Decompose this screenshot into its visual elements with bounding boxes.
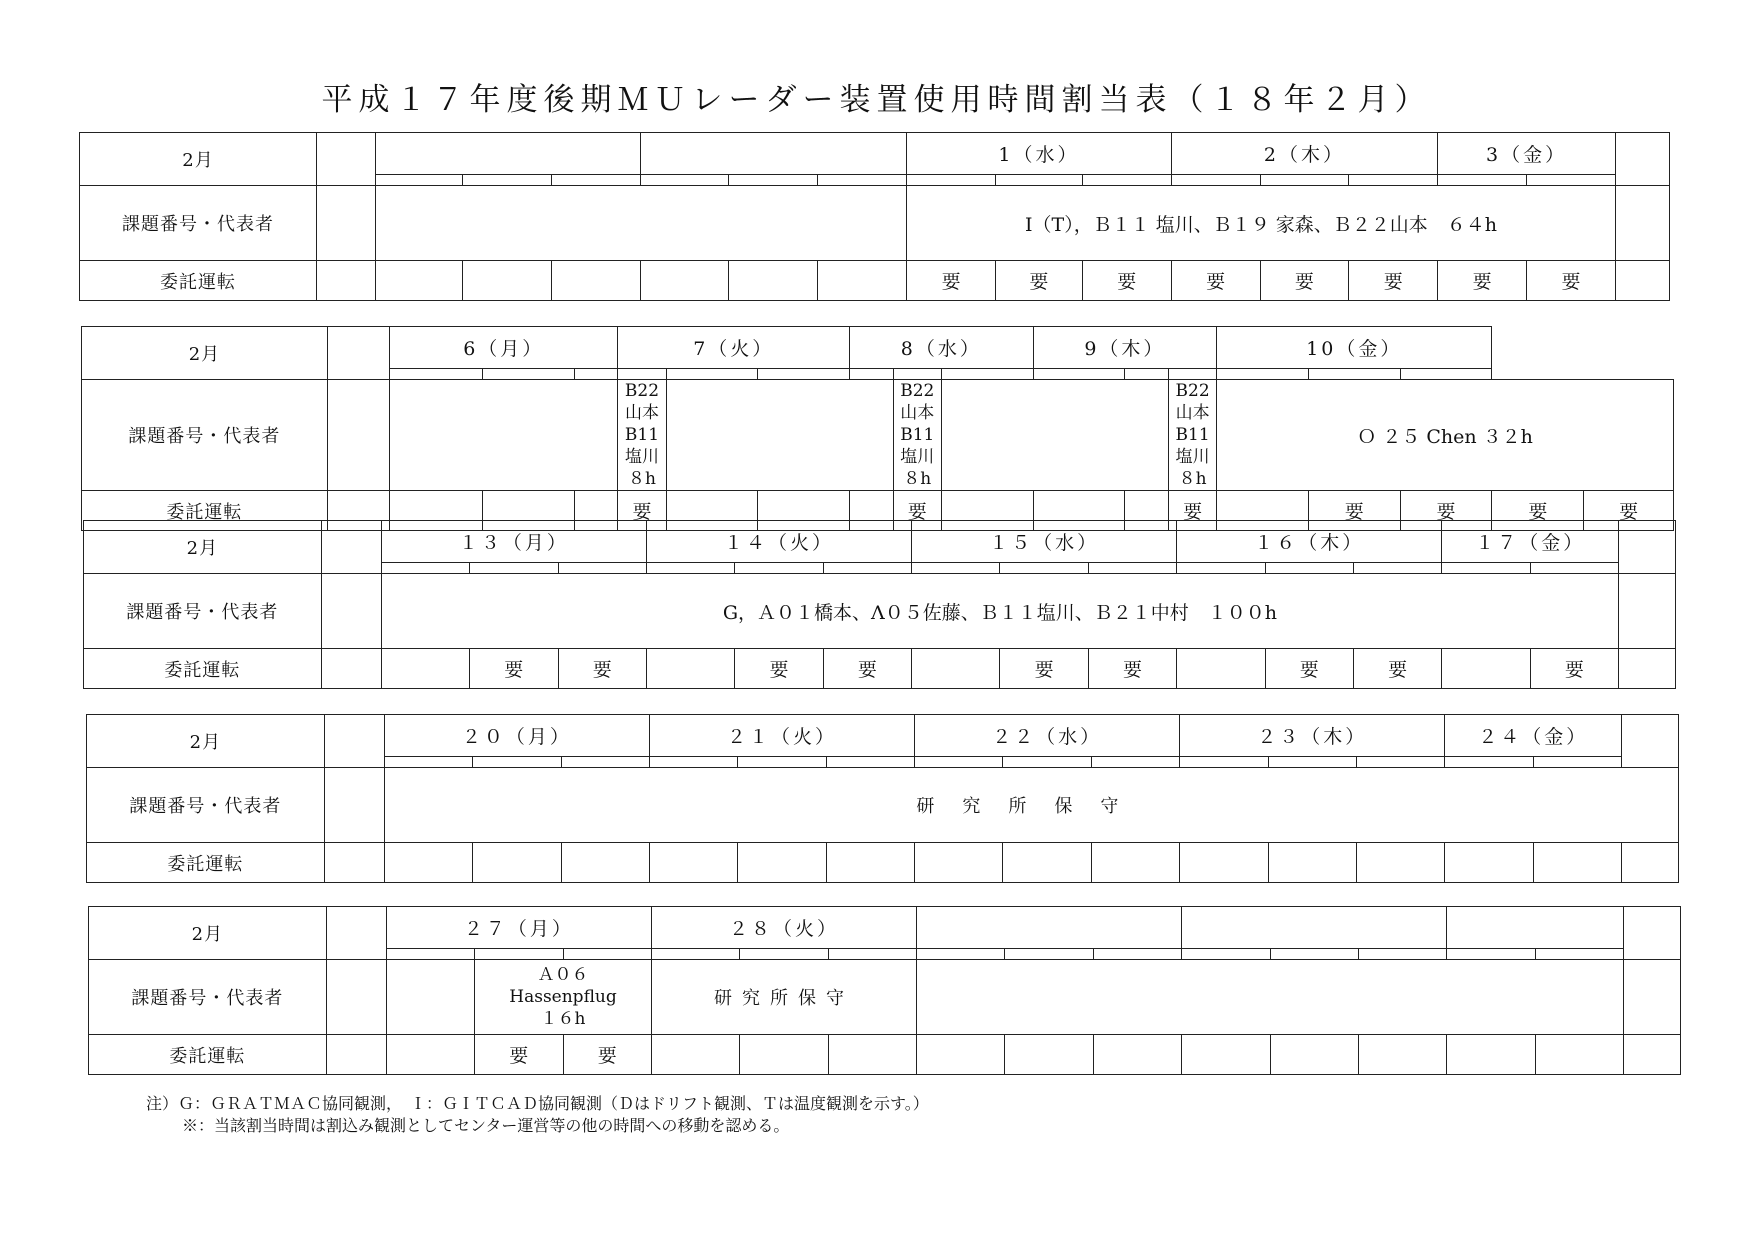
footnote-line: 注）Ｇ：ＧＲＡＴＭＡＣ協同観測， Ｉ：ＧＩＴＣＡＤ協同観測（Ｄはドリフト観測、Ｔは温度観測を示す。） [146, 1094, 929, 1113]
request-cell [1093, 1035, 1181, 1075]
request-cell [561, 843, 649, 883]
day-header: １５（水） [912, 521, 1177, 563]
blank-cell [316, 186, 375, 261]
day-header [640, 133, 907, 175]
request-cell [828, 1035, 916, 1075]
assignment-line: Ａ０６ [537, 965, 589, 985]
consign-label: 委託運転 [80, 261, 317, 301]
day-header: １３（月） [381, 521, 646, 563]
assignment-line: Hassenpflug [509, 987, 617, 1007]
assignment-label: 課題番号・代表者 [80, 186, 317, 261]
day-header: 1（水） [907, 133, 1171, 175]
assignment-cell: 研究所保守 [651, 960, 916, 1035]
day-header: ２８（火） [651, 907, 916, 949]
request-cell [646, 649, 734, 689]
request-cell [1270, 1035, 1358, 1075]
week-table-1 [79, 132, 1670, 301]
assignment-cell [666, 380, 893, 491]
request-cell: 要 [1260, 261, 1349, 301]
request-cell: 要 [1438, 261, 1527, 301]
page-title: 平成１７年度後期ＭＵレーダー装置使用時間割当表（１８年２月） [321, 82, 1432, 118]
request-cell [818, 261, 907, 301]
request-cell: 要 [470, 649, 558, 689]
blank-cell [326, 960, 386, 1035]
request-cell: 要 [1527, 261, 1616, 301]
month-label: 2月 [84, 521, 322, 574]
request-cell [649, 843, 737, 883]
request-cell: 要 [1088, 649, 1176, 689]
request-cell: 要 [893, 491, 941, 531]
assignment-line: B11 塩川 [1175, 425, 1210, 467]
request-cell [386, 1035, 474, 1075]
month-label: 2月 [89, 907, 327, 960]
week-table-4 [86, 714, 1679, 883]
blank-cell [1619, 649, 1676, 689]
week-table-3 [83, 520, 1676, 689]
request-cell [1003, 843, 1091, 883]
assignment-cell: G，Ａ０１橋本、Λ０５佐藤、Ｂ１１塩川、Ｂ２１中村 １００h [381, 574, 1618, 649]
consign-label: 委託運転 [84, 649, 322, 689]
assignment-label: 課題番号・代表者 [82, 380, 328, 491]
day-header: 6（月） [390, 327, 618, 369]
blank-cell [1619, 521, 1676, 574]
assignment-cell [1169, 380, 1217, 491]
request-cell: 要 [1000, 649, 1088, 689]
day-header [917, 907, 1182, 949]
request-cell [1358, 1035, 1446, 1075]
day-header: ２２（水） [915, 715, 1180, 757]
blank-cell [1615, 186, 1669, 261]
request-cell: 要 [1265, 649, 1353, 689]
consign-label: 委託運転 [89, 1035, 327, 1075]
request-cell: 要 [563, 1035, 651, 1075]
assignment-line: １６h [540, 1009, 586, 1029]
blank-cell [324, 768, 384, 843]
assignment-line: B22 山本 [624, 381, 660, 423]
blank-cell [1619, 574, 1676, 649]
assignment-cell [475, 960, 652, 1035]
request-cell: 要 [1492, 491, 1584, 531]
day-header: ２３（木） [1180, 715, 1445, 757]
request-cell [473, 843, 561, 883]
request-cell [915, 843, 1003, 883]
day-header: ２４（金） [1445, 715, 1622, 757]
blank-cell [316, 133, 375, 186]
day-header: 10（金） [1217, 327, 1492, 369]
blank-cell [326, 1035, 386, 1075]
week-table-5 [88, 906, 1681, 1075]
request-cell [551, 261, 640, 301]
request-cell: 要 [1353, 649, 1441, 689]
blank-cell [1615, 133, 1669, 186]
week-table-2 [81, 326, 1674, 531]
blank-cell [327, 380, 389, 491]
day-header: １４（火） [646, 521, 911, 563]
blank-cell [1624, 907, 1681, 960]
request-cell: 要 [735, 649, 823, 689]
blank-cell [324, 843, 384, 883]
consign-label: 委託運転 [87, 843, 325, 883]
request-cell: 要 [907, 261, 996, 301]
day-header: ２１（火） [649, 715, 914, 757]
assignment-cell [941, 380, 1168, 491]
blank-cell [327, 327, 389, 380]
request-cell [912, 649, 1000, 689]
request-cell: 要 [1349, 261, 1438, 301]
request-cell [651, 1035, 739, 1075]
request-cell [1533, 843, 1621, 883]
assignment-cell [893, 380, 941, 491]
request-cell [1356, 843, 1444, 883]
request-cell [1445, 843, 1533, 883]
month-label: 2月 [80, 133, 317, 186]
request-cell [1442, 649, 1530, 689]
month-label: 2月 [82, 327, 328, 380]
request-cell: 要 [1400, 491, 1492, 531]
footnote-line: ※：当該割当時間は割込み観測としてセンター運営等の他の時間への移動を認める。 [182, 1116, 790, 1135]
consign-label: 委託運転 [82, 491, 328, 531]
assignment-label: 課題番号・代表者 [84, 574, 322, 649]
assignment-cell [376, 186, 907, 261]
blank-cell [1622, 715, 1679, 768]
blank-cell [1622, 843, 1679, 883]
assignment-line: B11 塩川 [900, 425, 935, 467]
request-cell [1447, 1035, 1535, 1075]
assignment-line: ８h [1178, 469, 1207, 489]
blank-cell [321, 574, 381, 649]
blank-cell [1624, 1035, 1681, 1075]
request-cell [1268, 843, 1356, 883]
blank-cell [324, 715, 384, 768]
footnotes [146, 1093, 929, 1137]
request-cell [381, 649, 469, 689]
blank-cell [316, 261, 375, 301]
day-header [1447, 907, 1624, 949]
assignment-line: B22 山本 [900, 381, 935, 423]
assignment-line: B11 塩川 [624, 425, 660, 467]
request-cell: 要 [1308, 491, 1400, 531]
assignment-cell [618, 380, 666, 491]
day-header: 2（木） [1171, 133, 1438, 175]
request-cell: 要 [1082, 261, 1171, 301]
request-cell: 要 [1171, 261, 1260, 301]
assignment-line: ８h [903, 469, 932, 489]
assignment-label: 課題番号・代表者 [89, 960, 327, 1035]
assignment-line: ８h [627, 469, 656, 489]
request-cell [462, 261, 551, 301]
assignment-cell [390, 380, 618, 491]
day-header: 9（木） [1033, 327, 1217, 369]
request-cell [729, 261, 818, 301]
request-cell [384, 843, 472, 883]
request-cell [1182, 1035, 1270, 1075]
day-header: １７（金） [1442, 521, 1619, 563]
day-header: 7（火） [618, 327, 850, 369]
request-cell [1005, 1035, 1093, 1075]
blank-cell [321, 649, 381, 689]
blank-cell [321, 521, 381, 574]
request-cell: 要 [618, 491, 666, 531]
request-cell [376, 261, 463, 301]
blank-cell [1615, 261, 1669, 301]
request-cell [640, 261, 729, 301]
day-header: ２７（月） [386, 907, 651, 949]
assignment-cell: I（T），Ｂ１１ 塩川、Ｂ１９ 家森、Ｂ２２山本 ６４h [907, 186, 1616, 261]
day-header: １６（木） [1177, 521, 1442, 563]
assignment-cell: 研究所保守 [384, 768, 1678, 843]
request-cell: 要 [1584, 491, 1674, 531]
assignment-cell: Ｏ ２５ Chen ３２h [1217, 380, 1674, 491]
request-cell: 要 [996, 261, 1083, 301]
day-header: ２０（月） [384, 715, 649, 757]
request-cell [826, 843, 914, 883]
assignment-cell [917, 960, 1624, 1035]
request-cell [740, 1035, 828, 1075]
day-header: 8（水） [850, 327, 1034, 369]
request-cell [1535, 1035, 1623, 1075]
request-cell: 要 [475, 1035, 563, 1075]
day-header [1182, 907, 1447, 949]
request-cell: 要 [1530, 649, 1618, 689]
request-cell [917, 1035, 1005, 1075]
assignment-label: 課題番号・代表者 [87, 768, 325, 843]
blank-cell [1624, 960, 1681, 1035]
month-label: 2月 [87, 715, 325, 768]
request-cell [1091, 843, 1179, 883]
request-cell [738, 843, 826, 883]
day-header [376, 133, 640, 175]
request-cell [1180, 843, 1268, 883]
request-cell: 要 [1169, 491, 1217, 531]
assignment-cell [386, 960, 474, 1035]
request-cell: 要 [558, 649, 646, 689]
request-cell [1177, 649, 1265, 689]
assignment-line: B22 山本 [1175, 381, 1210, 423]
request-cell: 要 [823, 649, 911, 689]
blank-cell [326, 907, 386, 960]
day-header: 3（金） [1438, 133, 1616, 175]
